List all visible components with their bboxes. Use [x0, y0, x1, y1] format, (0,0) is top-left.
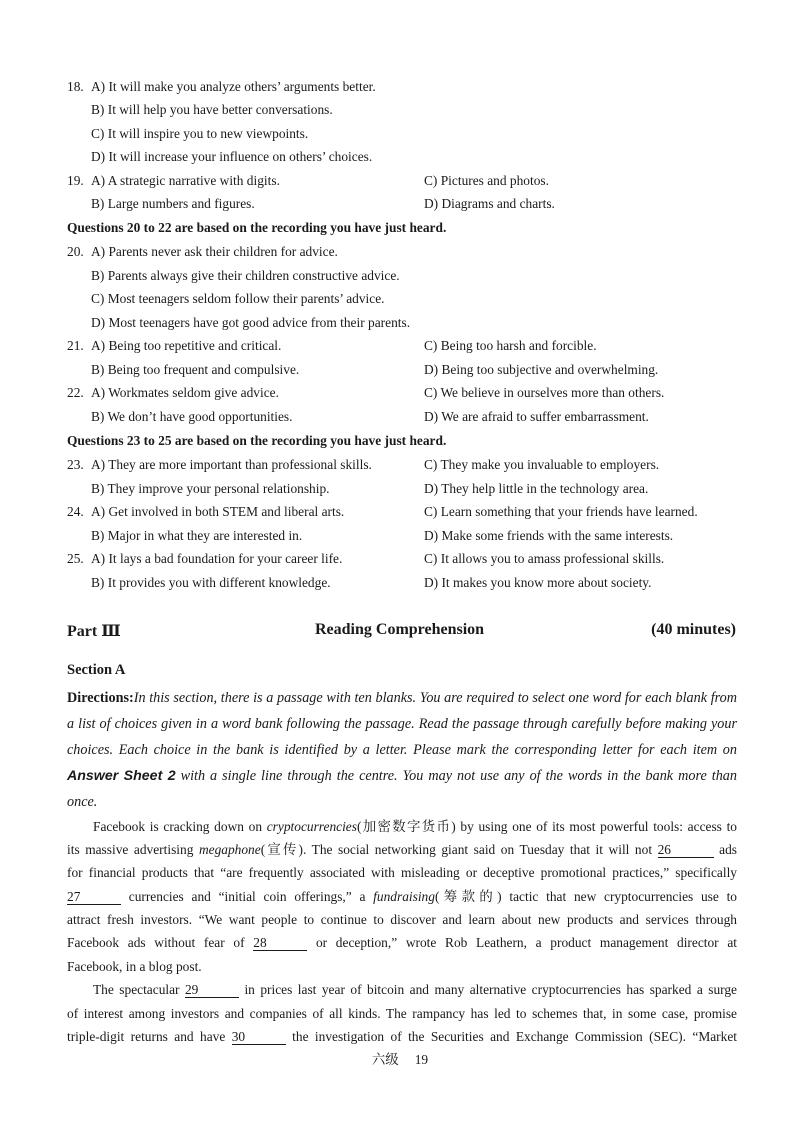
blank-28[interactable]: 28 [253, 935, 307, 951]
option-d[interactable]: D) Make some friends with the same interests. [424, 528, 674, 543]
blank-27[interactable]: 27 [67, 889, 121, 905]
directions-text-1: In this section, there is a passage with ten blanks. You are required to select one word for each blank from a list of choices given in a word bank following the passage. Read the passage through carefully before making your choices. Each choice in the bank is identified by a letter. Please mark the corresponding letter for each item on [67, 690, 737, 758]
question-23-bd [67, 481, 747, 499]
directions-text-2: with a single line through the centre. You may not use any of the words in the bank more than once. [67, 768, 737, 810]
passage-line-7: Facebook, in a blog post. [67, 959, 202, 974]
question-20-b [67, 268, 747, 286]
blank-29[interactable]: 29 [185, 982, 239, 998]
question-25-bd [67, 575, 747, 593]
option-c[interactable]: C) It will inspire you to new viewpoints. [91, 126, 309, 141]
passage-text: (筹款的) tactic that new cryptocurrencies use to [434, 889, 737, 904]
passage-text: the investigation of the Securities and Exchange Commission (SEC). “Market [285, 1029, 737, 1044]
passage-line-8 [93, 981, 737, 999]
question-20-c [67, 291, 747, 309]
directions [67, 685, 737, 815]
question-number: 25. [67, 551, 84, 566]
option-d[interactable]: D) They help little in the technology area. [424, 481, 649, 496]
option-a[interactable]: A) Get involved in both STEM and liberal arts. [91, 504, 345, 519]
option-a[interactable]: A) They are more important than professional skills. [91, 457, 372, 472]
question-22-bd [67, 409, 747, 427]
question-20-d [67, 315, 747, 333]
question-number: 22. [67, 385, 84, 400]
passage-text: (加密数字货币) by using one of its most powerful tools: access to [356, 819, 737, 834]
part-title: Reading Comprehension [315, 621, 485, 638]
passage-text: ads [713, 842, 737, 857]
part-time: (40 minutes) [651, 621, 736, 638]
option-d[interactable]: D) It will increase your influence on others’ choices. [91, 149, 373, 164]
passage-line-1 [93, 818, 737, 836]
option-d[interactable]: D) Most teenagers have got good advice from their parents. [91, 315, 411, 330]
passage-text: currencies and “initial coin offerings,” a [121, 889, 374, 904]
question-18 [67, 79, 747, 97]
option-a[interactable]: A) A strategic narrative with digits. [91, 173, 280, 188]
option-a[interactable]: A) Parents never ask their children for advice. [91, 244, 338, 259]
footer-label: 六级 [371, 1052, 399, 1067]
option-c[interactable]: C) Learn something that your friends have learned. [424, 504, 698, 519]
option-b[interactable]: B) They improve your personal relationship. [91, 481, 330, 496]
question-19-bd [67, 196, 747, 214]
question-number: 19. [67, 173, 84, 188]
question-number: 18. [67, 79, 84, 94]
question-22 [67, 385, 747, 403]
passage-line-6 [67, 934, 737, 952]
directions-label: Directions: [67, 690, 134, 706]
passage-line-4 [67, 888, 737, 906]
passage-line-9: of interest among investors and companies of all kinds. The rampancy has led to schemes that, in some case, promise [67, 1006, 737, 1021]
page-number: 19 [414, 1052, 429, 1067]
option-d[interactable]: D) We are afraid to suffer embarrassment. [424, 409, 649, 424]
passage-line-3: for financial products that “are frequently associated with misleading or deceptive promotional practices,” specifically [67, 865, 737, 880]
question-number: 20. [67, 244, 84, 259]
part-label: Part Ⅲ [67, 623, 121, 640]
question-24-bd [67, 528, 747, 546]
question-24 [67, 504, 747, 522]
section-title: Section A [67, 662, 126, 678]
option-c[interactable]: C) Pictures and photos. [424, 173, 549, 188]
passage-text: or deception,” wrote Rob Leathern, a product management director at [307, 935, 737, 950]
instruction-23-25: Questions 23 to 25 are based on the recording you have just heard. [67, 433, 447, 448]
instruction-20-22: Questions 20 to 22 are based on the recording you have just heard. [67, 220, 447, 235]
option-c[interactable]: C) Being too harsh and forcible. [424, 338, 597, 353]
option-b[interactable]: B) We don’t have good opportunities. [91, 409, 293, 424]
passage-text: The spectacular [93, 982, 185, 997]
option-c[interactable]: C) It allows you to amass professional skills. [424, 551, 665, 566]
passage-text: Facebook is cracking down on [93, 819, 267, 834]
option-a[interactable]: A) It will make you analyze others’ arguments better. [91, 79, 376, 94]
question-21 [67, 338, 747, 356]
passage-line-10 [67, 1028, 737, 1046]
question-20 [67, 244, 747, 262]
option-c[interactable]: C) They make you invaluable to employers. [424, 457, 660, 472]
question-18-b [67, 102, 747, 120]
blank-26[interactable]: 26 [658, 842, 714, 858]
option-a[interactable]: A) Workmates seldom give advice. [91, 385, 279, 400]
question-19 [67, 173, 747, 191]
passage-text: in prices last year of bitcoin and many alternative cryptocurrencies has sparked a surge [238, 982, 737, 997]
passage-term: fundraising [373, 889, 435, 904]
question-18-d [67, 149, 747, 167]
option-b[interactable]: B) Major in what they are interested in. [91, 528, 303, 543]
question-number: 21. [67, 338, 84, 353]
question-number: 24. [67, 504, 84, 519]
option-c[interactable]: C) Most teenagers seldom follow their parents’ advice. [91, 291, 385, 306]
option-b[interactable]: B) Large numbers and figures. [91, 196, 255, 211]
option-b[interactable]: B) It provides you with different knowledge. [91, 575, 331, 590]
option-a[interactable]: A) It lays a bad foundation for your career life. [91, 551, 343, 566]
question-23 [67, 457, 747, 475]
question-25 [67, 551, 747, 569]
passage-line-2 [67, 841, 737, 859]
option-b[interactable]: B) It will help you have better conversations. [91, 102, 333, 117]
passage-term: megaphone [198, 842, 261, 857]
option-a[interactable]: A) Being too repetitive and critical. [91, 338, 282, 353]
option-b[interactable]: B) Parents always give their children constructive advice. [91, 268, 400, 283]
blank-30[interactable]: 30 [232, 1029, 286, 1045]
question-18-c [67, 126, 747, 144]
answer-sheet-ref: Answer Sheet 2 [67, 768, 176, 784]
passage-text: Facebook ads without fear of [67, 935, 254, 950]
question-number: 23. [67, 457, 84, 472]
passage-line-5: attract fresh investors. “We want people to continue to discover and learn about new products and services through [67, 912, 737, 927]
passage-text: its massive advertising [67, 842, 199, 857]
option-b[interactable]: B) Being too frequent and compulsive. [91, 362, 300, 377]
passage-text: (宣传). The social networking giant said on Tuesday that it will not [260, 842, 658, 857]
option-c[interactable]: C) We believe in ourselves more than others. [424, 385, 665, 400]
option-d[interactable]: D) It makes you know more about society. [424, 575, 652, 590]
option-d[interactable]: D) Diagrams and charts. [424, 196, 555, 211]
question-21-bd [67, 362, 747, 380]
page-footer [0, 1049, 800, 1068]
passage-term: cryptocurrencies [266, 819, 357, 834]
option-d[interactable]: D) Being too subjective and overwhelming. [424, 362, 659, 377]
passage-text: triple-digit returns and have [67, 1029, 232, 1044]
